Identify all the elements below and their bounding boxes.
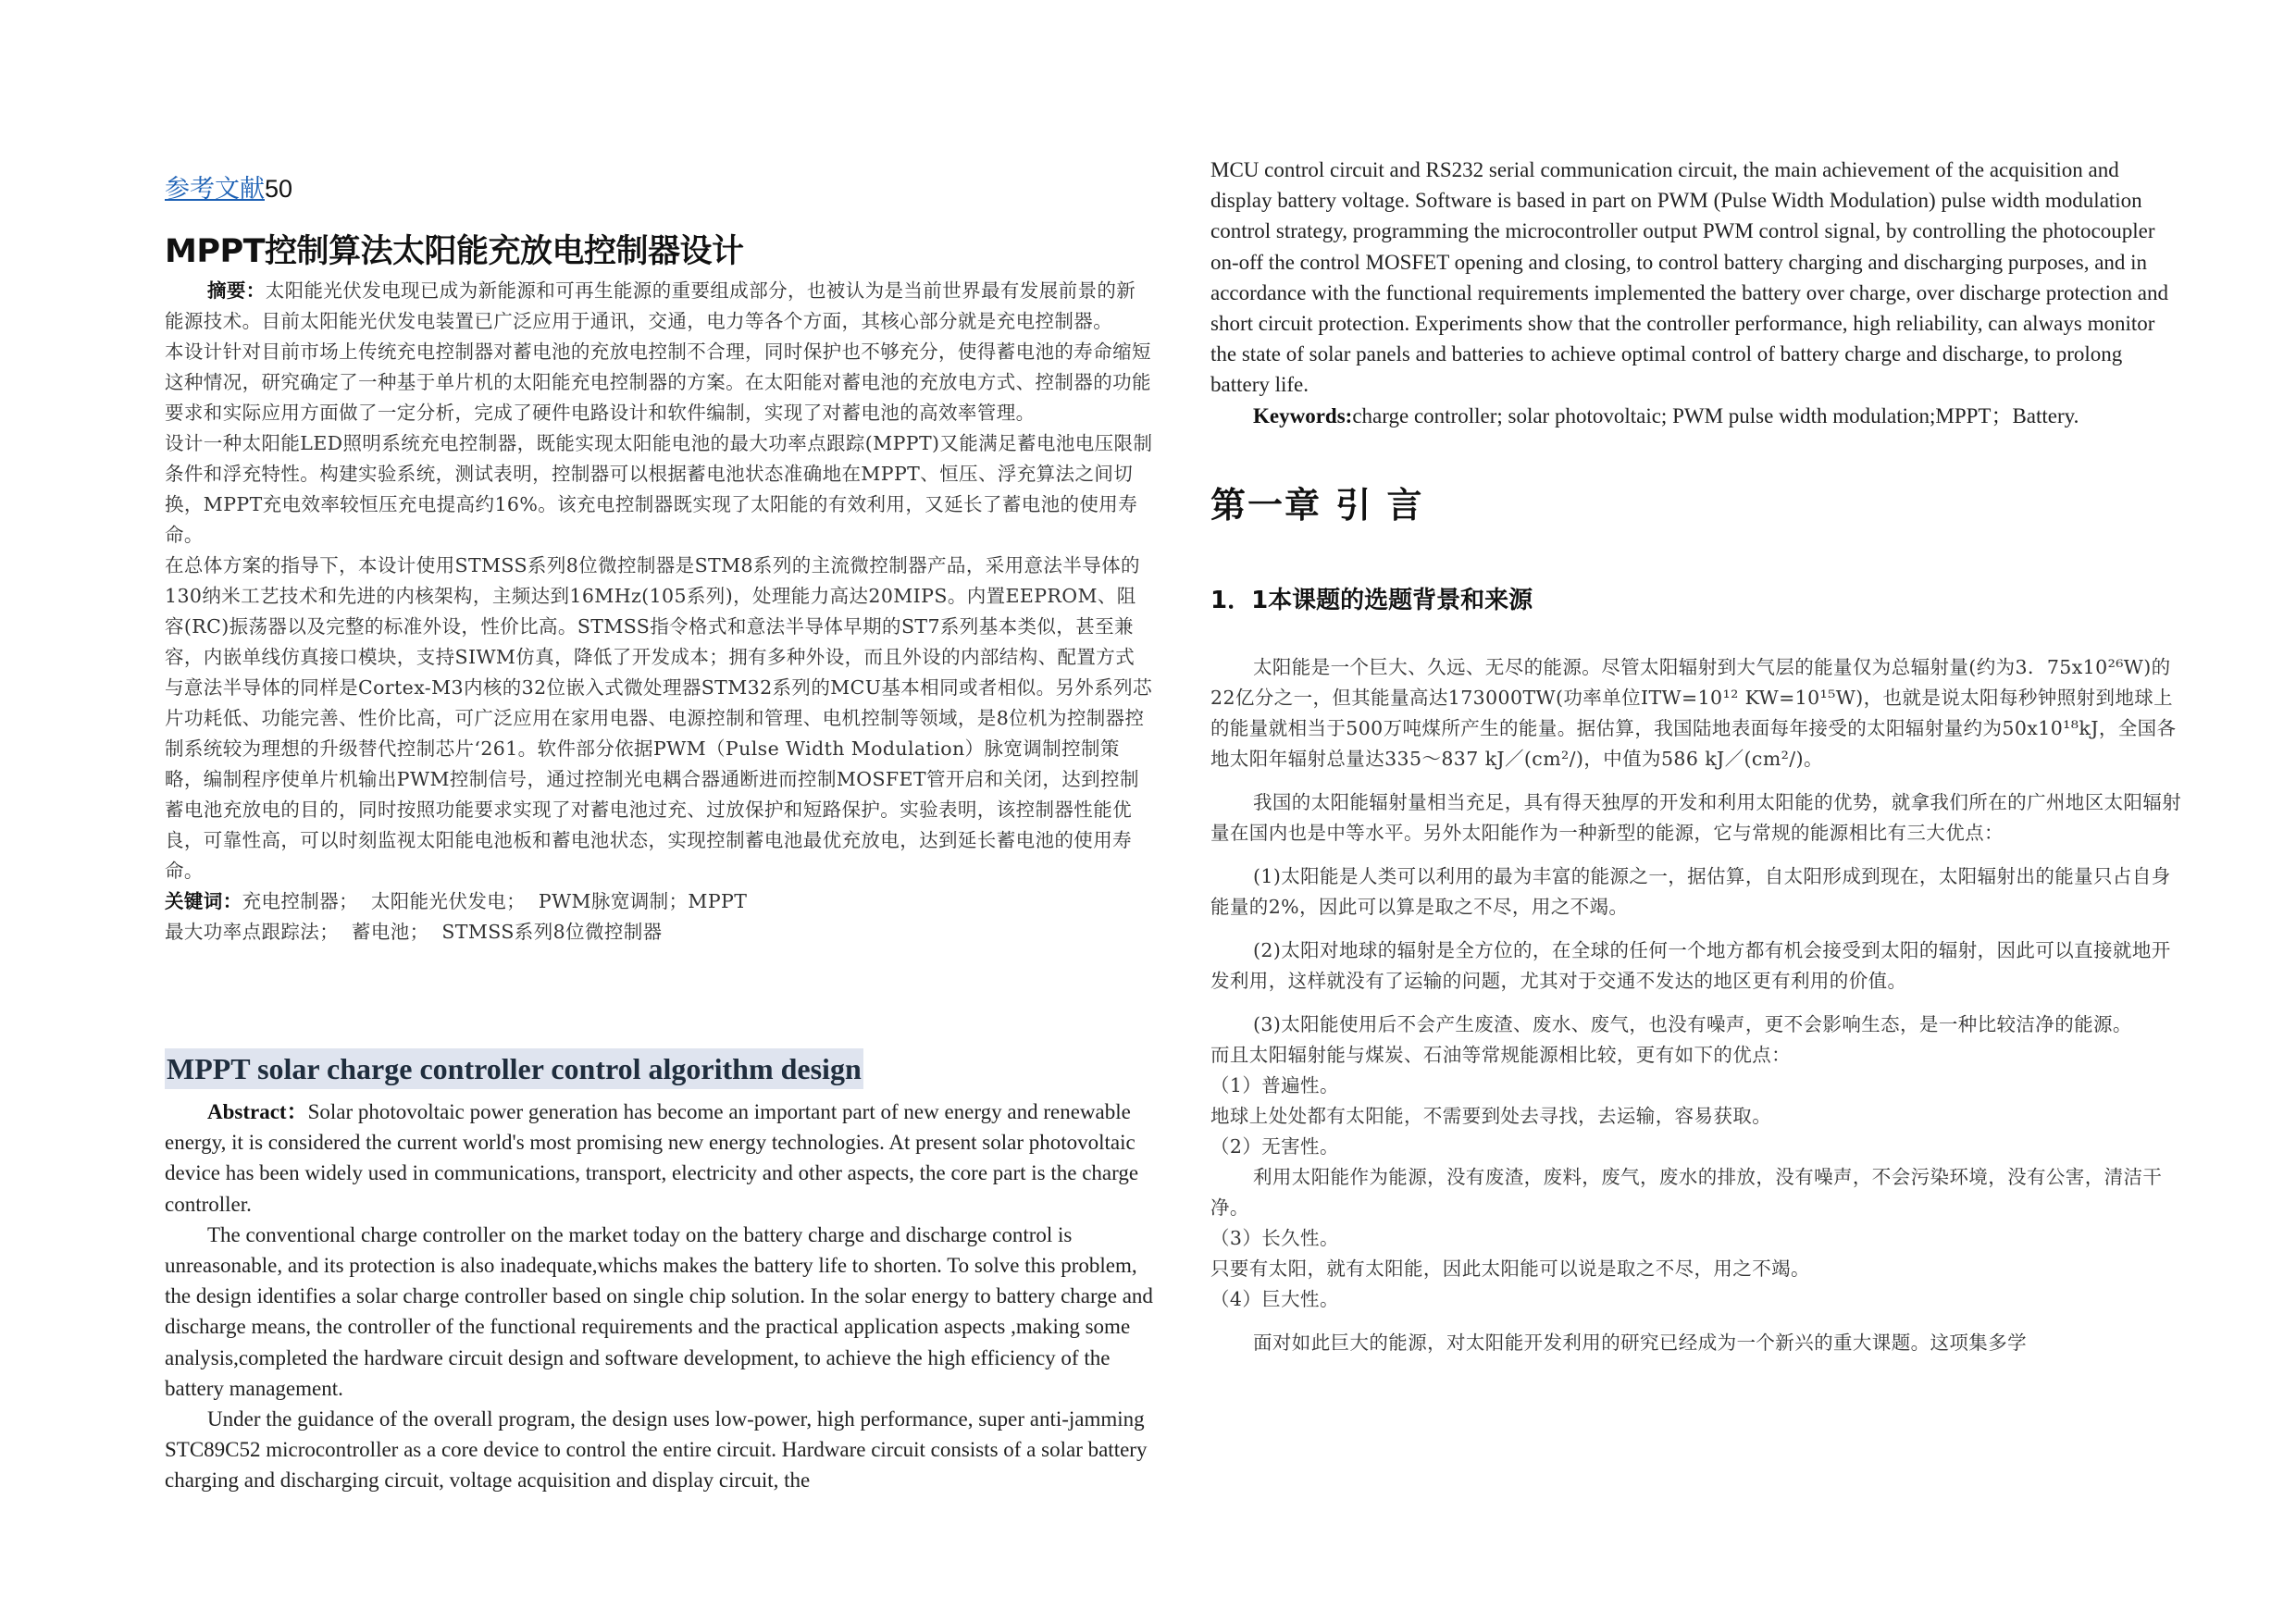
body-paragraph-2: 我国的太阳能辐射量相当充足，具有得天独厚的开发和利用太阳能的优势，就拿我们所在的广州地区太阳辐射量在国内也是中等水平。另外太阳能作为一种新型的能源，它与常规的能源相比有三大优点：: [1210, 791, 2182, 844]
keywords-en-line: [1210, 401, 2184, 431]
abstract-en-text-1: Solar photovoltaic power generation has become an important part of new energy and renewable energy, it is considered the current world's most promising new energy technologies. At present solar photovoltaic device has been widely used in communications, transport, electricity and other aspects, the core part is the charge controller.: [165, 1100, 1139, 1216]
keywords-cn-line-2: 最大功率点跟踪法； 蓄电池； STMSS系列8位微控制器: [165, 921, 663, 943]
feature-text-2: 利用太阳能作为能源，没有废渣，废料，废气，废水的排放，没有噪声，不会污染环境，没有公害，清洁干净。: [1210, 1166, 2163, 1219]
english-abstract: [165, 1096, 1153, 1496]
abstract-cn-paragraph-1: [165, 276, 1153, 337]
reference-page-number: 50: [265, 175, 293, 203]
advantage-item-3: (3)太阳能使用后不会产生废渣、废水、废气，也没有噪声，更不会影响生态，是一种比较洁净的能源。: [1253, 1013, 2132, 1035]
advantage-item-2: (2)太阳对地球的辐射是全方位的，在全球的任何一个地方都有机会接受到太阳的辐射，因此可以直接就地开发利用，这样就没有了运输的问题，尤其对于交通不发达的地区更有利用的价值。: [1210, 939, 2171, 992]
abstract-cn-text-1: 太阳能光伏发电现已成为新能源和可再生能源的重要组成部分，也被认为是当前世界最有发展前景的新能源技术。目前太阳能光伏发电装置已广泛应用于通讯，交通，电力等各个方面，其核心部分就是充电控制器。: [165, 279, 1136, 332]
keywords-en-text: charge controller; solar photovoltaic; PWM pulse width modulation;MPPT；Battery.: [1352, 403, 2079, 427]
body-paragraph-1: 太阳能是一个巨大、久远、无尽的能源。尽管太阳辐射到大气层的能量仅为总辐射量(约为3．75x10²⁶W)的22亿分之一，但其能量高达173000TW(功率单位ITW=10¹² KW=10¹⁵W)，也就是说太阳每秒钟照射到地球上的能量就相当于500万吨煤所产生的能量。据估算，我国陆地表面每年接受的太阳辐射量约为50x10¹⁸kJ，全国各地太阳年辐射总量达335～837 kJ／(cm²/)，中值为586 kJ／(cm²/)。: [1210, 656, 2177, 770]
body-paragraph-3: 而且太阳辐射能与煤炭、石油等常规能源相比较，更有如下的优点：: [1210, 1044, 1791, 1066]
section-heading: 1．1本课题的选题背景和来源: [1210, 587, 1533, 614]
feature-text-1: 地球上处处都有太阳能，不需要到处去寻找，去运输，容易获取。: [1210, 1105, 1772, 1127]
reference-line: [165, 168, 292, 204]
abstract-en-continuation: MCU control circuit and RS232 serial communication circuit, the main achievement of the acquisition and display battery voltage. Software is based in part on PWM (Pulse Width Modulation) pulse width modulation control strategy, programming the microcontroller output PWM control signal, by controlling the photocoupler on-off the control MOSFET opening and closing, to control battery charging and discharging purposes, and in accordance with the functional requirements implemented the battery over charge, over discharge protection and short circuit protection. Experiments show that the controller performance, high reliability, can always monitor the state of solar panels and batteries to achieve optimal control of battery charge and discharge, to prolong battery life.: [1210, 158, 2169, 397]
abstract-cn-paragraph-3: 设计一种太阳能LED照明系统充电控制器，既能实现太阳能电池的最大功率点跟踪(MPPT)又能满足蓄电池电压限制条件和浮充特性。构建实验系统，测试表明，控制器可以根据蓄电池状态准确地在MPPT、恒压、浮充算法之间切换，MPPT充电效率较恒压充电提高约16%。该充电控制器既实现了太阳能的有效利用，又延长了蓄电池的使用寿命。: [165, 432, 1153, 546]
chinese-title: MPPT控制算法太阳能充放电控制器设计: [165, 233, 744, 270]
advantage-item-1: (1)太阳能是人类可以利用的最为丰富的能源之一，据估算，自太阳形成到现在，太阳辐射出的能量只占自身能量的2%，因此可以算是取之不尽，用之不竭。: [1210, 865, 2171, 918]
english-title: MPPT solar charge controller control algorithm design: [165, 1048, 863, 1089]
chinese-abstract: [165, 276, 1153, 948]
feature-heading-1: （1）普遍性。: [1210, 1074, 1339, 1096]
keywords-cn-line-1: [165, 886, 1153, 917]
abstract-en-paragraph-1: [165, 1096, 1153, 1220]
feature-heading-4: （4）巨大性。: [1210, 1288, 1339, 1310]
body-paragraph-4: 面对如此巨大的能源，对太阳能开发利用的研究已经成为一个新兴的重大课题。这项集多学: [1253, 1332, 2027, 1354]
feature-text-3: 只要有太阳，就有太阳能，因此太阳能可以说是取之不尽，用之不竭。: [1210, 1258, 1810, 1280]
chapter-heading: 第一章 引 言: [1210, 485, 1424, 526]
abstract-cn-label: 摘要：: [207, 279, 266, 302]
reference-link[interactable]: 参考文献: [165, 175, 265, 203]
abstract-en-paragraph-2: The conventional charge controller on the market today on the battery charge and discharge control is unreasonable, and its protection is also inadequate,whichs makes the battery life to shorten. To solve this problem, the design identifies a solar charge controller based on single chip solution. In the solar energy to battery charge and discharge means, the controller of the functional requirements and the practical application aspects ,making some analysis,completed the hardware circuit design and software development, to achieve the high efficiency of the battery management.: [165, 1222, 1153, 1400]
keywords-cn-label: 关键词：: [165, 890, 242, 912]
abstract-en-label: Abstract：: [207, 1100, 308, 1123]
abstract-cn-paragraph-4: 在总体方案的指导下，本设计使用STMSS系列8位微控制器是STM8系列的主流微控制器产品，采用意法半导体的130纳米工艺技术和先进的内核架构，主频达到16MHz(105系列)，处理能力高达20MIPS。内置EEPROM、阻容(RC)振荡器以及完整的标准外设，性价比高。STMSS指令格式和意法半导体早期的ST7系列基本类似，甚至兼容，内嵌单线仿真接口模块，支持SIWM仿真，降低了开发成本；拥有多种外设，而且外设的内部结构、配置方式与意法半导体的同样是Cortex-M3内核的32位嵌入式微处理器STM32系列的MCU基本相同或者相似。另外系列芯片功耗低、功能完善、性价比高，可广泛应用在家用电器、电源控制和管理、电机控制等领域，是8位机为控制器控制系统较为理想的升级替代控制芯片‘261。软件部分依据PWM（Pulse Width Modulation）脉宽调制控制策略，编制程序使单片机输出PWM控制信号，通过控制光电耦合器通断进而控制MOSFET管开启和关闭，达到控制蓄电池充放电的目的，同时按照功能要求实现了对蓄电池过充、过放保护和短路保护。实验表明，该控制器性能优良，可靠性高，可以时刻监视太阳能电池板和蓄电池状态，实现控制蓄电池最优充放电，达到延长蓄电池的使用寿命。: [165, 554, 1152, 882]
abstract-cn-paragraph-2: 本设计针对目前市场上传统充电控制器对蓄电池的充放电控制不合理，同时保护也不够充分，使得蓄电池的寿命缩短这种情况，研究确定了一种基于单片机的太阳能充电控制器的方案。在太阳能对蓄电池的充放电方式、控制器的功能要求和实际应用方面做了一定分析，完成了硬件电路设计和软件编制，实现了对蓄电池的高效率管理。: [165, 341, 1151, 424]
english-abstract-continued: [1210, 155, 2184, 431]
keywords-en-label: Keywords:: [1253, 403, 1353, 427]
feature-heading-2: （2）无害性。: [1210, 1135, 1339, 1158]
abstract-en-paragraph-3: Under the guidance of the overall program, the design uses low-power, high performance, super anti-jamming STC89C52 microcontroller as a core device to control the entire circuit. Hardware circuit consists of a solar battery charging and discharging circuit, voltage acquisition and display circuit, the: [165, 1407, 1148, 1493]
chapter-body: [1210, 652, 2184, 1358]
feature-heading-3: （3）长久性。: [1210, 1227, 1339, 1249]
keywords-cn-text-1: 充电控制器； 太阳能光伏发电； PWM脉宽调制；MPPT: [242, 890, 748, 912]
